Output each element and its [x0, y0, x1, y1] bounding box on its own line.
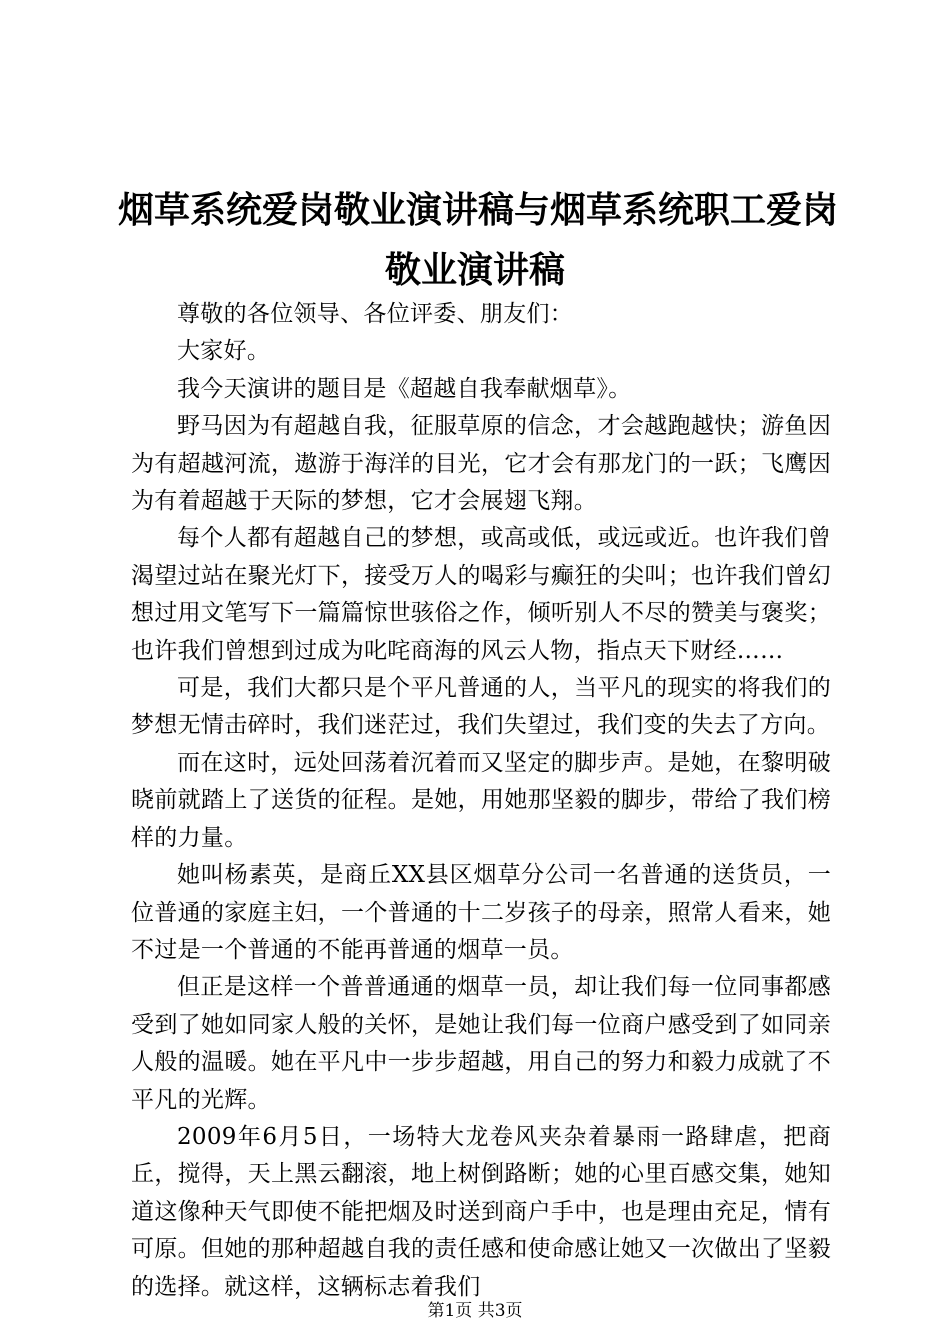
- paragraph: 而在这时，远处回荡着沉着而又坚定的脚步声。是她，在黎明破晓前就踏上了送货的征程。是她，用她那坚毅的脚步，带给了我们榜样的力量。: [131, 749, 831, 851]
- paragraph: 2009年6月5日，一场特大龙卷风夹杂着暴雨一路肆虐，把商丘，搅得，天上黑云翻滚，地上树倒路断；她的心里百感交集，她知道这像种天气即使不能把烟及时送到商户手中，也是理由充足，情有可原。但她的那种超越自我的责任感和使命感让她又一次做出了坚毅的选择。就这样，这辆标志着我们: [131, 1123, 831, 1300]
- paragraph: 每个人都有超越自己的梦想，或高或低，或远或近。也许我们曾渴望过站在聚光灯下，接受万人的喝彩与癫狂的尖叫；也许我们曾幻想过用文笔写下一篇篇惊世骇俗之作，倾听别人不尽的赞美与褒奖；也许我们曾想到过成为叱咤商海的风云人物，指点天下财经……: [131, 525, 831, 664]
- document-body: [131, 296, 831, 1306]
- paragraph: 但正是这样一个普普通通的烟草一员，却让我们每一位同事都感受到了她如同家人般的关怀，是她让我们每一位商户感受到了如同亲人般的温暖。她在平凡中一步步超越，用自己的努力和毅力成就了不平凡的光辉。: [131, 974, 831, 1113]
- page-footer: 第1页 共3页: [427, 1301, 523, 1321]
- document-title-line-2: 敬业演讲稿: [384, 249, 565, 291]
- paragraph: 可是，我们大都只是个平凡普通的人，当平凡的现实的将我们的梦想无情击碎时，我们迷茫过，我们失望过，我们变的失去了方向。: [131, 675, 831, 739]
- paragraph-topic: 我今天演讲的题目是《超越自我奉献烟草》。: [177, 375, 632, 402]
- paragraph-salutation: 尊敬的各位领导、各位评委、朋友们：: [177, 301, 574, 327]
- paragraph-greeting: 大家好。: [177, 338, 271, 365]
- document-title-line-1: 烟草系统爱岗敬业演讲稿与烟草系统职工爱岗: [118, 189, 839, 231]
- paragraph: 她叫杨素英，是商丘XX县区烟草分公司一名普通的送货员，一位普通的家庭主妇，一个普通的十二岁孩子的母亲，照常人看来，她不过是一个普通的不能再普通的烟草一员。: [131, 862, 831, 963]
- paragraph: 野马因为有超越自我，征服草原的信念，才会越跑越快；游鱼因为有超越河流，遨游于海洋的目光，它才会有那龙门的一跃；飞鹰因为有着超越于天际的梦想，它才会展翅飞翔。: [131, 413, 831, 515]
